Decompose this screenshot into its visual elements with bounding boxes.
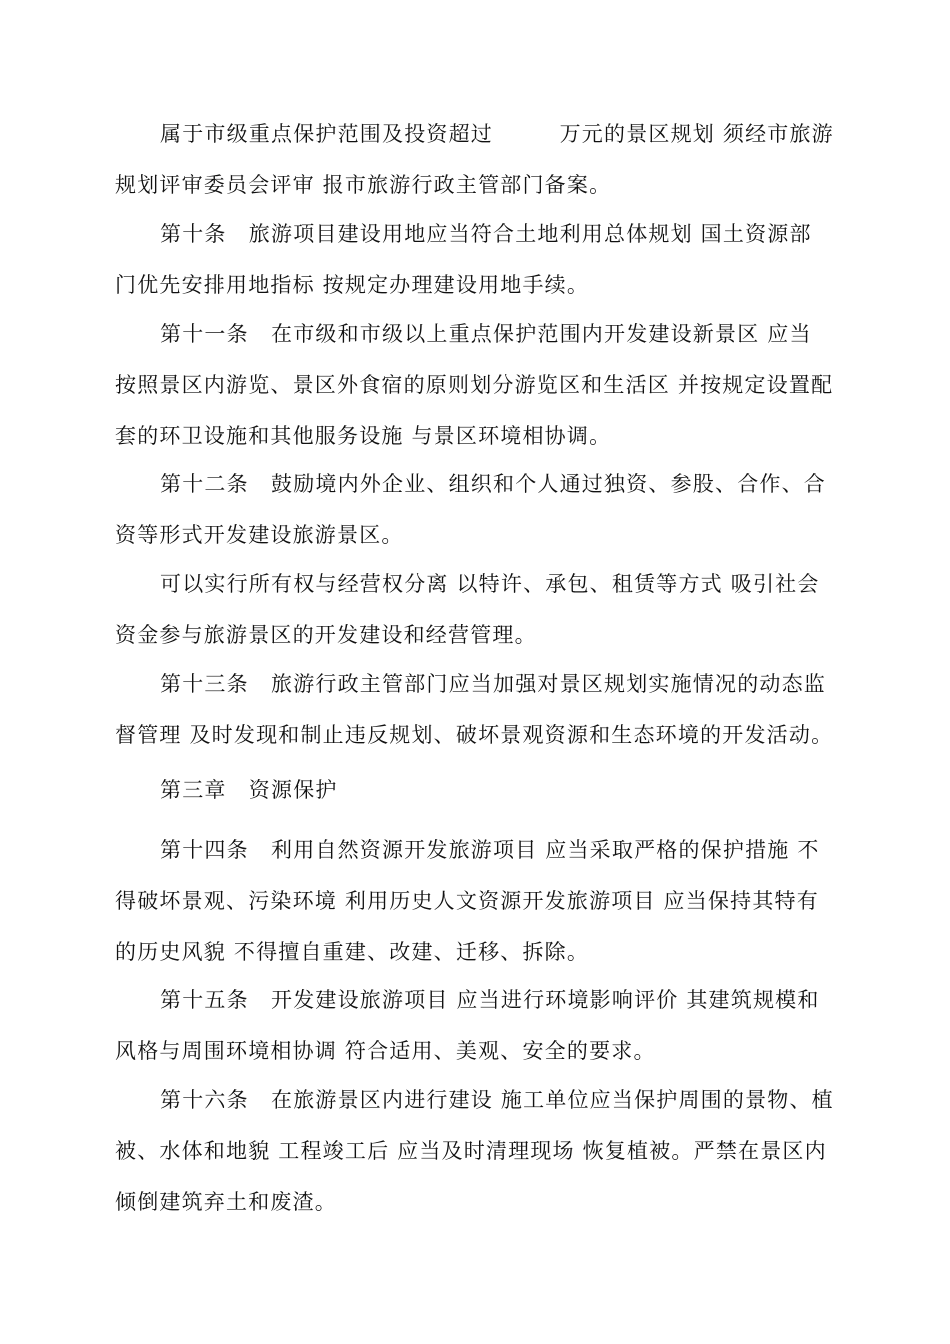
text-line: 可以实行所有权与经营权分离 以特许、承包、租赁等方式 吸引社会 [160, 572, 820, 596]
article-12 [115, 459, 837, 561]
text-line: 风格与周围环境相协调 符合适用、美观、安全的要求。 [115, 1039, 656, 1063]
text-line: 门优先安排用地指标 按规定办理建设用地手续。 [115, 273, 590, 297]
text-line: 第十二条 鼓励境内外企业、组织和个人通过独资、参股、合作、合 [160, 472, 826, 496]
text-line: 第十四条 利用自然资源开发旅游项目 应当采取严格的保护措施 不 [160, 838, 820, 862]
text-line: 第十一条 在市级和市级以上重点保护范围内开发建设新景区 应当 [160, 322, 812, 346]
text-line: 第十条 旅游项目建设用地应当符合土地利用总体规划 国土资源部 [160, 222, 812, 246]
text-line: 的历史风貌 不得擅自重建、改建、迁移、拆除。 [115, 940, 590, 964]
article-14 [115, 825, 837, 978]
article-11 [115, 309, 837, 462]
text-line: 督管理 及时发现和制止违反规划、破坏景观资源和生态环境的开发活动。 [115, 723, 834, 747]
text-line: 资等形式开发建设旅游景区。 [115, 523, 404, 547]
text-line: 资金参与旅游景区的开发建设和经营管理。 [115, 623, 537, 647]
article-10 [115, 209, 837, 311]
text-line: 第十五条 开发建设旅游项目 应当进行环境影响评价 其建筑规模和 [160, 988, 820, 1012]
text-line: 按照景区内游览、景区外食宿的原则划分游览区和生活区 并按规定设置配 [115, 373, 834, 397]
article-13 [115, 659, 837, 761]
text-line: 得破坏景观、污染环境 利用历史人文资源开发旅游项目 应当保持其特有 [115, 889, 819, 913]
text-line: 第十三条 旅游行政主管部门应当加强对景区规划实施情况的动态监 [160, 672, 826, 696]
chapter-title: 第三章 资源保护 [160, 778, 338, 802]
text-line: 倾倒建筑弃土和废渣。 [115, 1190, 337, 1214]
article-15 [115, 975, 837, 1077]
article-16 [115, 1075, 837, 1228]
text-line: 属于市级重点保护范围及投资超过 万元的景区规划 须经市旅游 [160, 122, 834, 146]
paragraph-continuation [115, 109, 837, 211]
text-line: 规划评审委员会评审 报市旅游行政主管部门备案。 [115, 173, 612, 197]
article-12-paragraph-2 [115, 559, 837, 661]
text-line: 套的环卫设施和其他服务设施 与景区环境相协调。 [115, 424, 612, 448]
text-line: 第十六条 在旅游景区内进行建设 施工单位应当保护周围的景物、植 [160, 1088, 834, 1112]
text-line: 被、水体和地貌 工程竣工后 应当及时清理现场 恢复植被。严禁在景区内 [115, 1139, 827, 1163]
chapter-heading [115, 765, 837, 816]
